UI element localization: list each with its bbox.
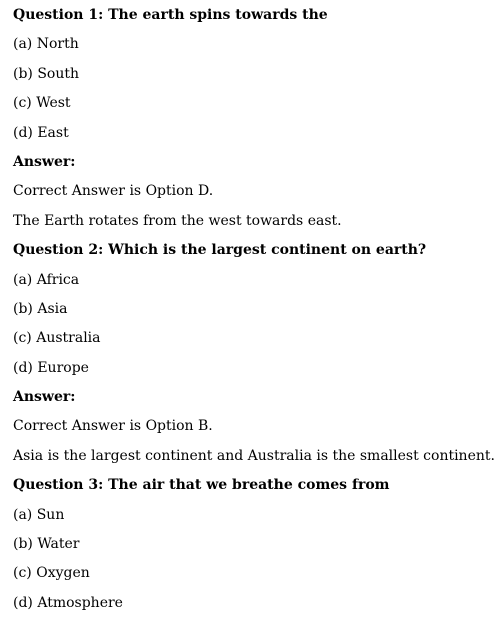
option-c: (c) Australia bbox=[13, 330, 101, 347]
question-block bbox=[13, 4, 488, 239]
answer-label: Answer: bbox=[13, 389, 76, 406]
option-a: (a) Africa bbox=[13, 271, 80, 288]
question-block bbox=[13, 239, 495, 474]
question-block bbox=[13, 474, 488, 621]
option-b: (b) Water bbox=[13, 536, 80, 553]
option-c: (c) Oxygen bbox=[13, 565, 90, 582]
correct-answer: Correct Answer is Option B. bbox=[13, 418, 213, 435]
option-b: (b) South bbox=[13, 65, 80, 82]
option-d: (d) Europe bbox=[13, 359, 89, 376]
option-d: (d) East bbox=[13, 124, 69, 141]
question-heading: Question 3: The air that we breathe comes from bbox=[13, 477, 390, 494]
quiz-document bbox=[13, 4, 495, 621]
answer-explanation: The Earth rotates from the west towards east. bbox=[13, 212, 342, 229]
answer-label: Answer: bbox=[13, 153, 76, 170]
answer-explanation: Asia is the largest continent and Australia is the smallest continent. bbox=[13, 447, 495, 464]
option-a: (a) North bbox=[13, 36, 79, 53]
option-c: (c) West bbox=[13, 95, 71, 112]
question-heading: Question 2: Which is the largest continent on earth? bbox=[13, 242, 427, 259]
question-heading: Question 1: The earth spins towards the bbox=[13, 7, 328, 23]
correct-answer: Correct Answer is Option D. bbox=[13, 183, 214, 200]
option-a: (a) Sun bbox=[13, 506, 65, 523]
option-b: (b) Asia bbox=[13, 300, 68, 317]
option-d: (d) Atmosphere bbox=[13, 594, 123, 611]
